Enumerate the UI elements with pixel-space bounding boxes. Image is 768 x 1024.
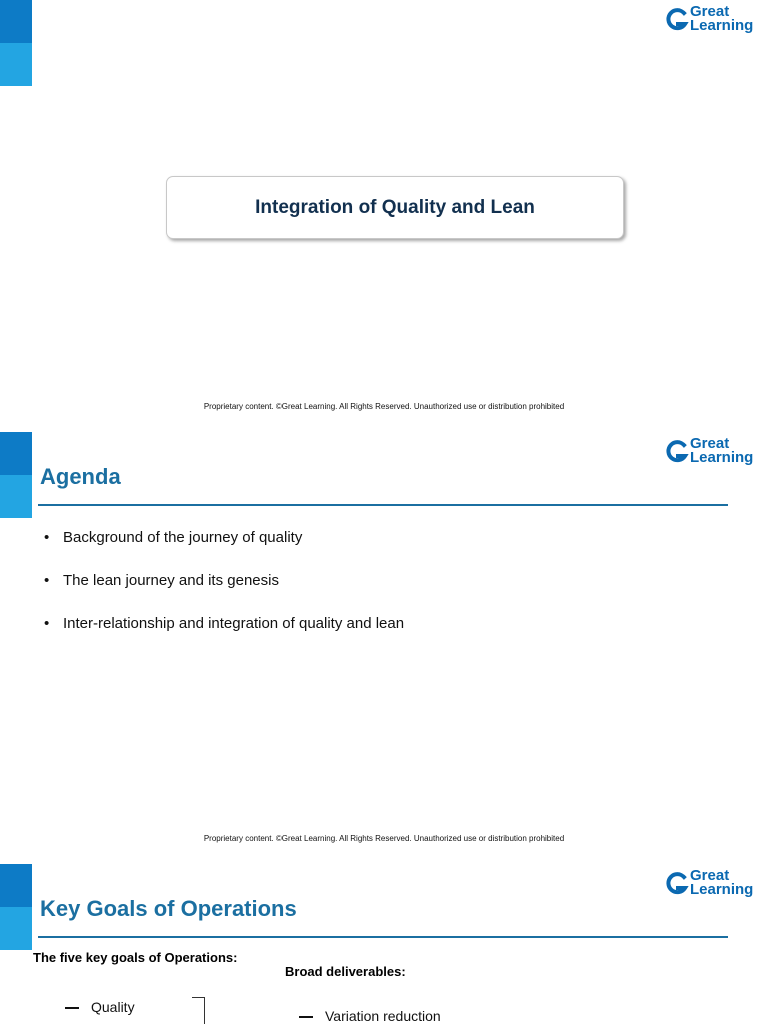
agenda-item-text: The lean journey and its genesis xyxy=(63,572,279,589)
deliverables-label: Broad deliverables: xyxy=(285,964,406,979)
g-logo-icon xyxy=(665,868,691,902)
g-logo-icon xyxy=(665,436,691,470)
accent-bar-dark xyxy=(0,864,32,907)
great-learning-logo xyxy=(665,868,757,902)
slide-heading: Key Goals of Operations xyxy=(40,896,297,921)
logo-word-learning: Learning xyxy=(690,881,754,898)
agenda-item-text: Background of the journey of quality xyxy=(63,529,303,546)
logo-word-great: Great xyxy=(690,3,730,20)
slide-heading: Agenda xyxy=(40,464,121,489)
agenda-item xyxy=(44,615,404,658)
goal-item-text: Quality xyxy=(91,999,135,1015)
bullet-icon: • xyxy=(44,615,50,632)
dash-icon xyxy=(65,1007,79,1009)
heading-divider xyxy=(38,936,728,938)
logo-word-learning: Learning xyxy=(690,449,754,466)
accent-bar-dark xyxy=(0,432,32,475)
accent-bar-light xyxy=(0,43,32,86)
deliverable-item xyxy=(299,1008,441,1024)
g-logo-icon xyxy=(665,4,691,38)
logo-word-learning: Learning xyxy=(690,17,754,34)
slide-title xyxy=(0,0,768,432)
logo-word-great: Great xyxy=(690,867,730,884)
goal-item xyxy=(65,999,135,1015)
great-learning-logo xyxy=(665,4,757,38)
bullet-icon: • xyxy=(44,572,50,589)
agenda-item-text: Inter-relationship and integration of quality and lean xyxy=(63,615,405,632)
accent-bar-light xyxy=(0,907,32,950)
title-box xyxy=(166,176,624,239)
great-learning-logo xyxy=(665,436,757,470)
deliverable-item-text: Variation reduction xyxy=(325,1008,441,1024)
slide-title-text: Integration of Quality and Lean xyxy=(255,196,535,218)
agenda-item xyxy=(44,529,404,572)
bullet-icon: • xyxy=(44,529,50,546)
slide-agenda xyxy=(0,432,768,864)
logo-word-great: Great xyxy=(690,435,730,452)
bracket-connector xyxy=(192,997,205,1024)
accent-bar-dark xyxy=(0,0,32,43)
footer-text: Proprietary content. ©Great Learning. All Rights Reserved. Unauthorized use or distribution prohibited xyxy=(203,834,565,843)
slide-key-goals xyxy=(0,864,768,1024)
footer-text: Proprietary content. ©Great Learning. All Rights Reserved. Unauthorized use or distribution prohibited xyxy=(203,402,565,411)
heading-divider xyxy=(38,504,728,506)
agenda-item xyxy=(44,572,404,615)
dash-icon xyxy=(299,1016,313,1018)
agenda-list xyxy=(44,529,404,658)
goals-label: The five key goals of Operations: xyxy=(33,950,238,965)
accent-bar-light xyxy=(0,475,32,518)
